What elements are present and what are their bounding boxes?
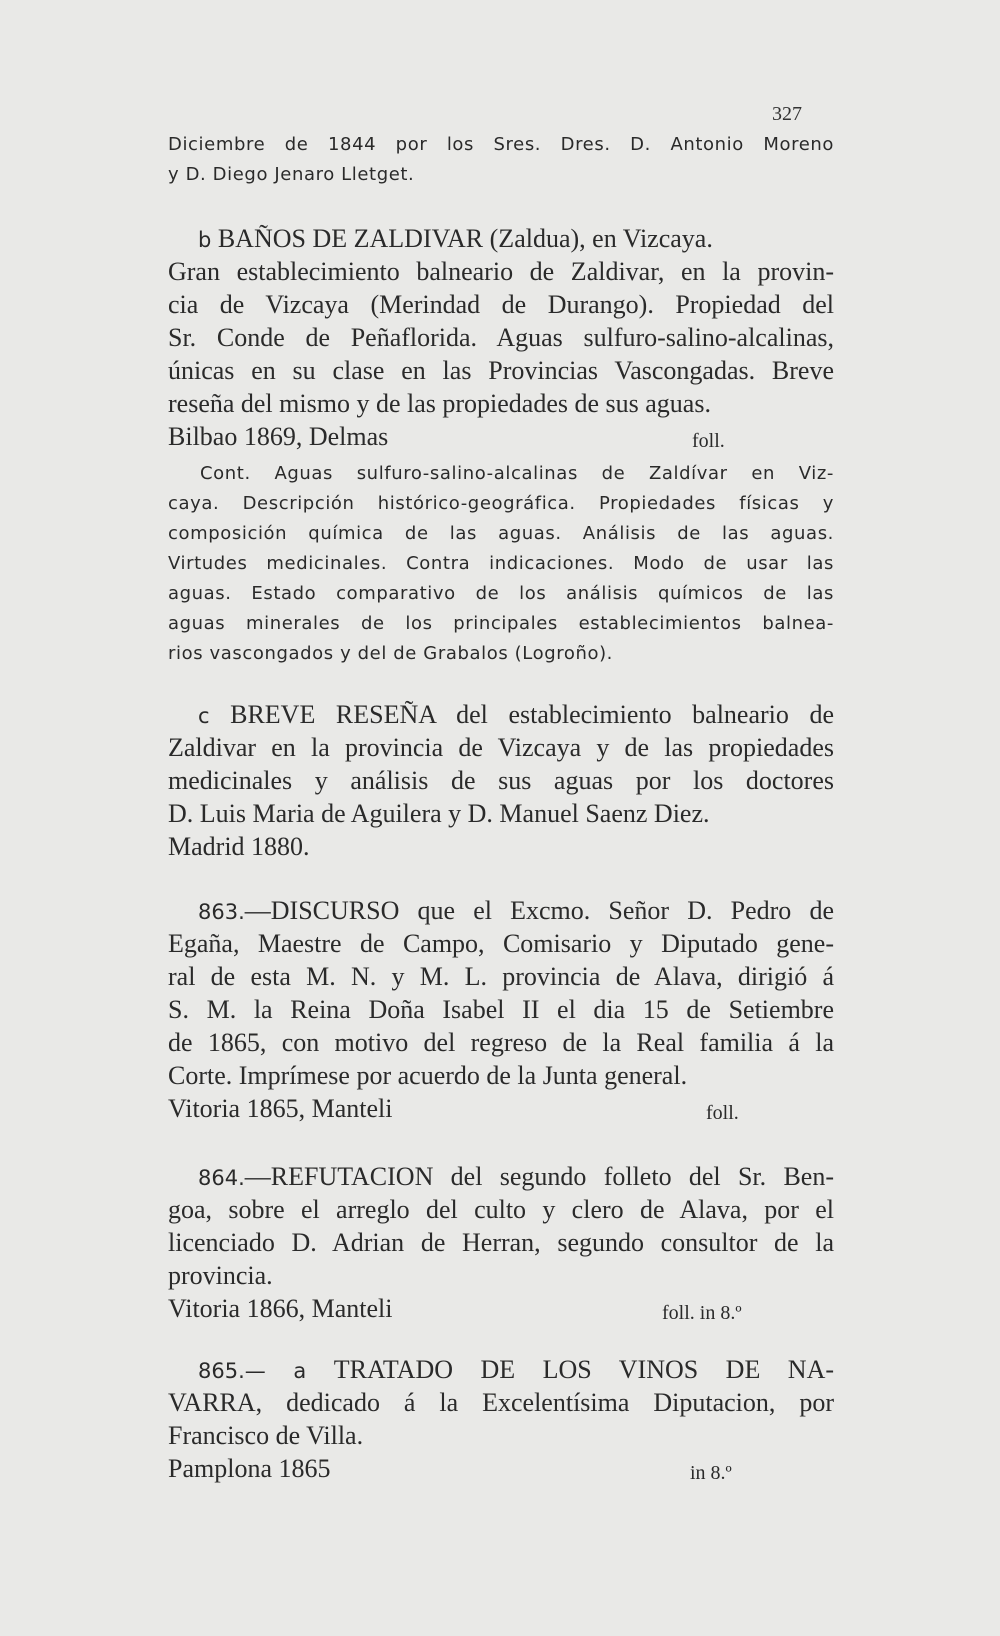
entry-marker: c — [198, 704, 210, 728]
text-line: Francisco de Villa. — [168, 1421, 364, 1450]
entry-title-line — [198, 896, 834, 926]
contents-line: caya. Descripción histórico-geográfica. Propiedades físicas y — [168, 493, 834, 514]
entry-marker: — a — [244, 1359, 307, 1383]
text-line: VARRA, dedicado á la Excelentísima Diputacion, por — [168, 1388, 834, 1417]
text-line: y D. Diego Jenaro Lletget. — [168, 164, 415, 185]
format-size: in 8.º — [690, 1462, 732, 1484]
imprint: Bilbao 1869, Delmas — [168, 422, 389, 451]
entry-title: —DISCURSO que el Excmo. Señor D. Pedro de — [244, 896, 834, 925]
text-line: cia de Vizcaya (Merindad de Durango). Propiedad del — [168, 290, 834, 319]
contents-line: rios vascongados y del de Grabalos (Logroño). — [168, 643, 614, 664]
contents-line: composición química de las aguas. Análisis de las aguas. — [168, 523, 834, 544]
imprint: Madrid 1880. — [168, 832, 310, 861]
format-size: foll. in 8.º — [662, 1302, 742, 1324]
contents-line: aguas minerales de los principales establecimientos balnea- — [168, 613, 834, 634]
entry-title: BREVE RESEÑA del establecimiento balneario de — [230, 700, 834, 729]
text-line: ral de esta M. N. y M. L. provincia de Alava, dirigió á — [168, 962, 834, 991]
entry-title-line — [198, 700, 834, 730]
text-line: reseña del mismo y de las propiedades de sus aguas. — [168, 389, 711, 418]
text-line: D. Luis Maria de Aguilera y D. Manuel Saenz Diez. — [168, 799, 710, 828]
entry-title: —REFUTACION del segundo folleto del Sr. Ben- — [244, 1162, 834, 1191]
text-line: licenciado D. Adrian de Herran, segundo consultor de la — [168, 1228, 834, 1257]
contents-line: aguas. Estado comparativo de los análisis químicos de las — [168, 583, 834, 604]
imprint: Pamplona 1865 — [168, 1454, 331, 1483]
text-line: de 1865, con motivo del regreso de la Real familia á la — [168, 1028, 834, 1057]
entry-marker: b — [198, 228, 212, 252]
imprint: Vitoria 1866, Manteli — [168, 1294, 393, 1323]
entry-title: BAÑOS DE ZALDIVAR (Zaldua), en Vizcaya. — [217, 224, 713, 253]
text-line: Zaldivar en la provincia de Vizcaya y de las propiedades — [168, 733, 834, 762]
entry-title-line — [198, 1355, 834, 1385]
contents-line: Cont. Aguas sulfuro-salino-alcalinas de Zaldívar en Viz- — [200, 463, 834, 484]
text-line: Corte. Imprímese por acuerdo de la Junta general. — [168, 1061, 688, 1090]
text-line: Sr. Conde de Peñaflorida. Aguas sulfuro-salino-alcalinas, — [168, 323, 834, 352]
imprint: Vitoria 1865, Manteli — [168, 1094, 393, 1123]
text-line: S. M. la Reina Doña Isabel II el dia 15 de Setiembre — [168, 995, 834, 1024]
entry-number: 864. — [198, 1166, 245, 1190]
entry-title-line — [198, 1162, 834, 1192]
text-line: goa, sobre el arreglo del culto y clero de Alava, por el — [168, 1195, 834, 1224]
text-line: provincia. — [168, 1261, 273, 1290]
entry-number: 863. — [198, 900, 245, 924]
format-size: foll. — [706, 1102, 739, 1124]
page-number: 327 — [772, 103, 802, 125]
entry-title-line — [198, 224, 713, 254]
text-line: Egaña, Maestre de Campo, Comisario y Diputado gene- — [168, 929, 834, 958]
contents-line: Virtudes medicinales. Contra indicaciones. Modo de usar las — [168, 553, 834, 574]
text-line: Diciembre de 1844 por los Sres. Dres. D. Antonio Moreno — [168, 134, 834, 155]
text-line: Gran establecimiento balneario de Zaldivar, en la provin- — [168, 257, 834, 286]
format-size: foll. — [692, 430, 725, 452]
entry-number: 865. — [198, 1359, 245, 1383]
entry-title: TRATADO DE LOS VINOS DE NA- — [333, 1355, 835, 1384]
text-line: medicinales y análisis de sus aguas por los doctores — [168, 766, 834, 795]
text-line: únicas en su clase en las Provincias Vascongadas. Breve — [168, 356, 834, 385]
